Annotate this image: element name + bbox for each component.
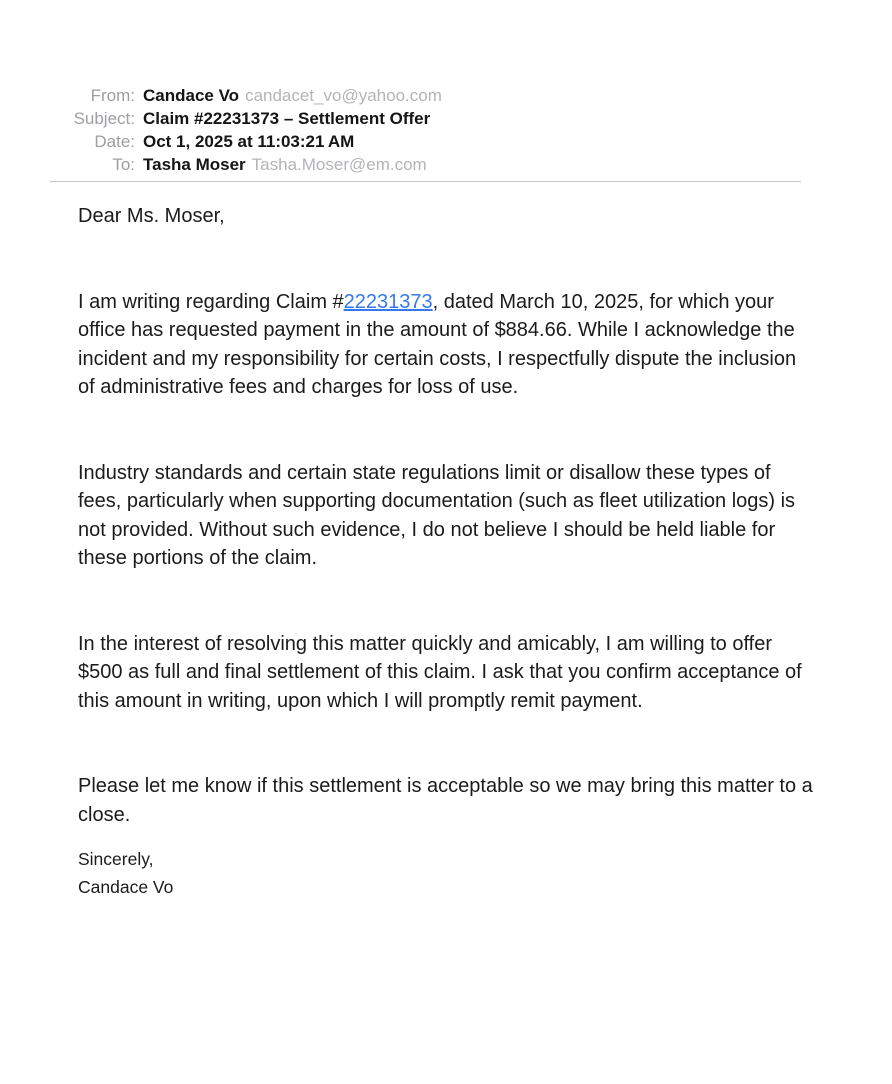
email-body: [78, 202, 813, 901]
email-header: [48, 84, 892, 176]
claim-number-link[interactable]: 22231373: [343, 290, 433, 313]
header-row-to: [48, 153, 892, 176]
to-name[interactable]: Tasha Moser: [143, 155, 246, 174]
subject-value: Claim #22231373 – Settlement Offer: [143, 109, 431, 128]
paragraph-claim-details: [78, 288, 813, 402]
header-body-divider: [50, 181, 801, 182]
paragraph-closing-request: Please let me know if this settlement is acceptable so we may bring this matter to a close.: [78, 775, 813, 826]
to-label: To:: [112, 155, 135, 174]
from-name[interactable]: Candace Vo: [143, 86, 240, 105]
from-label: From:: [90, 86, 135, 105]
paragraph-1-suffix: , dated March 10, 2025, for which your office has requested payment in the amount of $884.66. While I acknowledge the incident and my responsibility for certain costs, I respectfully dispute the inclusion of administrative fees and charges for loss of use.: [78, 290, 797, 398]
to-email-address[interactable]: Tasha.Moser@em.com: [251, 155, 427, 174]
from-email-address[interactable]: candacet_vo@yahoo.com: [245, 86, 442, 105]
paragraph-industry-standards: Industry standards and certain state regulations limit or disallow these types of fees, particularly when supporting documentation (such as fleet utilization logs) is not provided. Without such evidence, I do not believe I should be held liable for these portions of the claim.: [78, 461, 796, 569]
subject-label: Subject:: [73, 109, 135, 128]
date-value: Oct 1, 2025 at 11:03:21 AM: [143, 132, 355, 151]
date-label: Date:: [94, 132, 135, 151]
email-message-view: [0, 84, 892, 901]
closing-text: Sincerely,: [78, 849, 154, 869]
header-row-subject: [48, 107, 892, 130]
paragraph-settlement-offer: In the interest of resolving this matter quickly and amicably, I am willing to offer $500 as full and final settlement of this claim. I ask that you confirm acceptance of this amount in writing, upon which I will promptly remit payment.: [78, 632, 802, 712]
salutation-text: Dear Ms. Moser,: [78, 205, 225, 227]
signature-name: Candace Vo: [78, 877, 174, 897]
paragraph-1-prefix: I am writing regarding Claim #: [78, 290, 344, 313]
header-row-from: [48, 84, 892, 107]
signature-block: [78, 845, 813, 901]
header-row-date: [48, 130, 892, 153]
